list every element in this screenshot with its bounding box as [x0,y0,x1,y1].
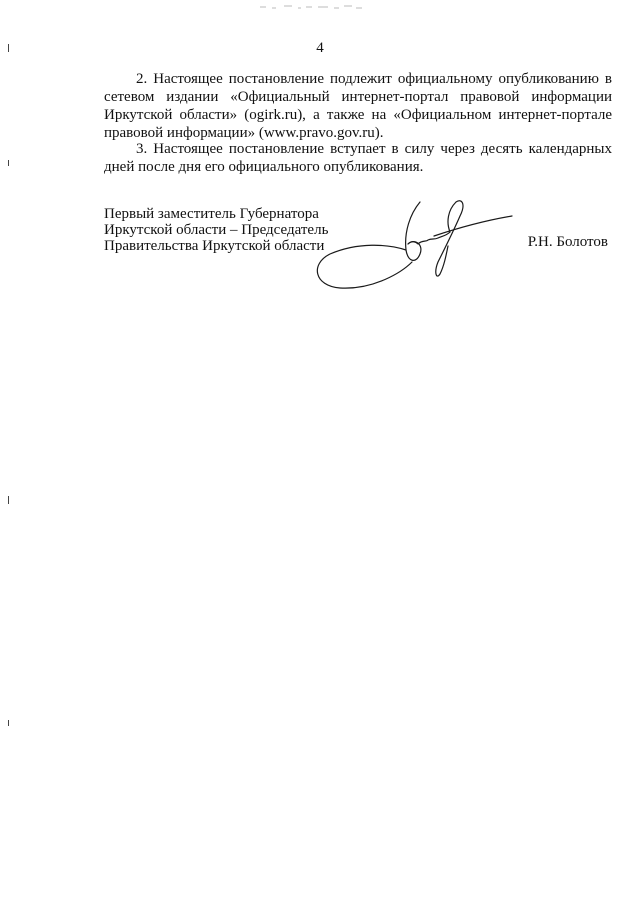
scan-edge-mark [8,720,9,726]
signatory-name: Р.Н. Болотов [527,234,608,250]
page-number: 4 [316,40,324,56]
signatory-title-line: Правительства Иркутской области [104,238,325,254]
paragraph-publication: 2. Настоящее постановление подлежит официальному опубликованию в сетевом издании «Официальный интернет-портал правовой информации Иркутской области» (ogirk.ru), а также на «Официальном интернет-портале правовой информации» (www.pravo.gov.ru). [104,71,612,141]
scan-artifact [250,2,370,12]
signatory-title-line: Иркутской области – Председатель [104,222,329,238]
handwritten-signature [308,192,518,294]
scan-edge-mark [8,160,9,166]
scan-edge-mark [8,44,9,52]
scan-edge-mark [8,496,9,504]
signatory-title-line: Первый заместитель Губернатора [104,206,319,222]
paragraph-effective-date: 3. Настоящее постановление вступает в силу через десять календарных дней после дня его официального опубликования. [104,141,612,175]
